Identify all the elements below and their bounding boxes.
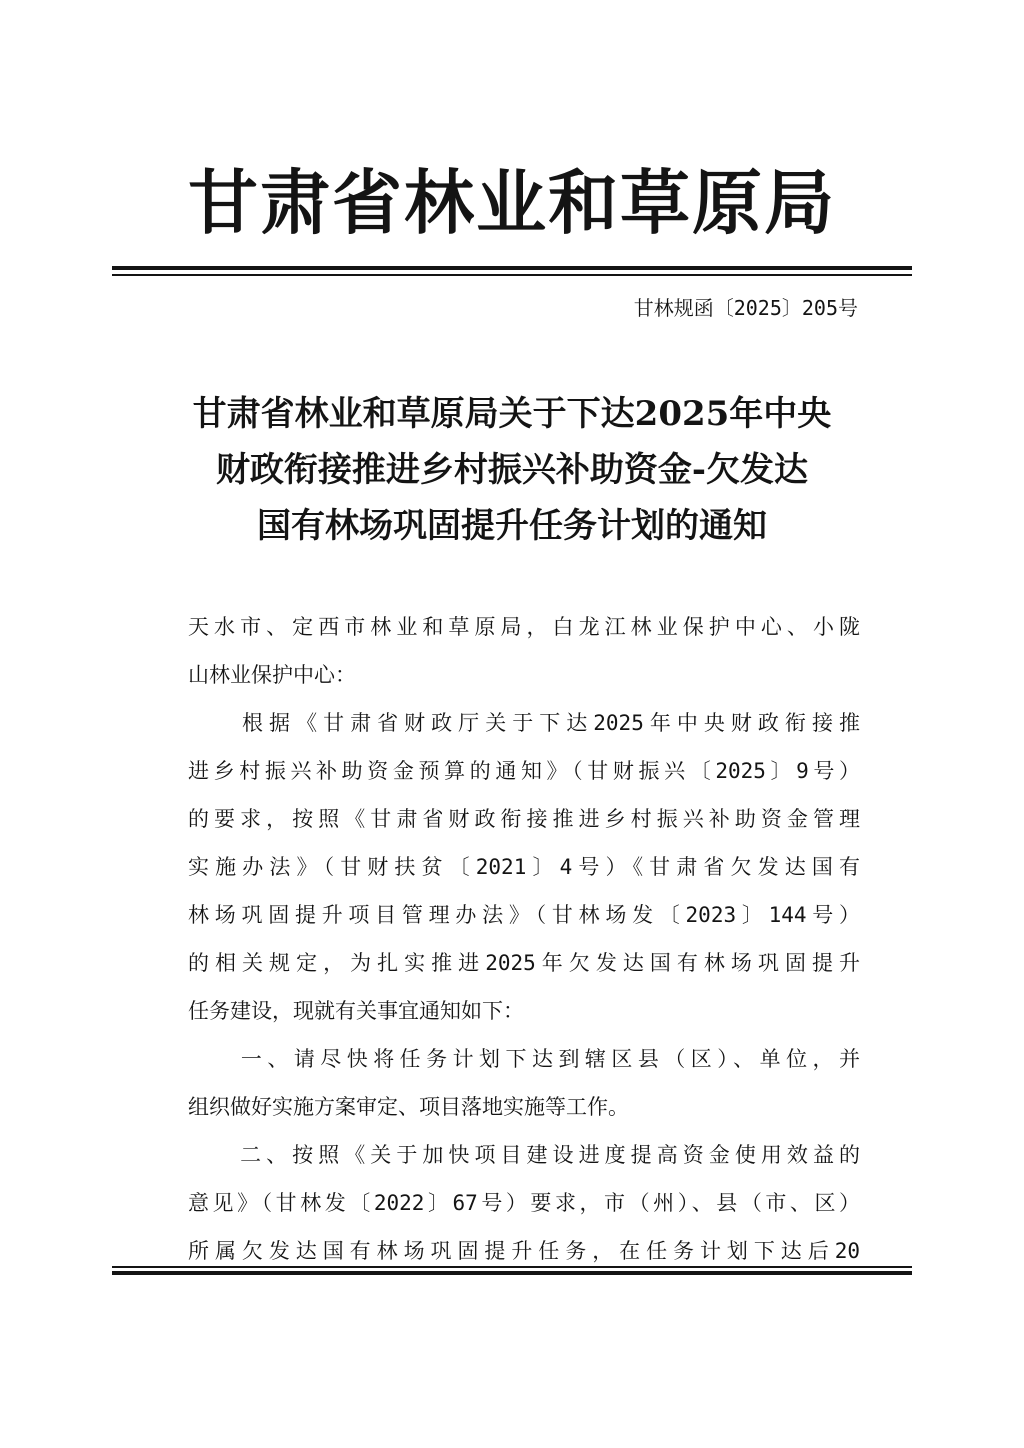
body-line: 林场巩固提升项目管理办法》（甘林场发〔2023〕144号）	[188, 903, 860, 927]
body-line: 山林业保护中心：	[188, 663, 356, 687]
header-rule-thin	[112, 274, 912, 276]
notice-body	[188, 603, 860, 1275]
notice-title	[0, 386, 1024, 554]
body-line: 天水市、定西市林业和草原局，白龙江林业保护中心、小陇	[188, 615, 860, 639]
body-line: 组织做好实施方案审定、项目落地实施等工作。	[188, 1095, 629, 1119]
body-line: 任务建设，现就有关事宜通知如下：	[188, 999, 524, 1023]
body-line: 一、请尽快将任务计划下达到辖区县（区）、单位，并	[188, 1047, 860, 1071]
body-line: 所属欠发达国有林场巩固提升任务，在任务计划下达后20	[188, 1239, 860, 1263]
notice-title-line: 财政衔接推进乡村振兴补助资金-欠发达	[215, 450, 809, 490]
body-line: 实施办法》（甘财扶贫〔2021〕4号）《甘肃省欠发达国有	[188, 855, 860, 879]
body-line: 意见》（甘林发〔2022〕67号）要求，市（州）、县（市、区）	[188, 1191, 860, 1215]
body-line: 的要求，按照《甘肃省财政衔接推进乡村振兴补助资金管理	[188, 807, 860, 831]
document-number: 甘林规函〔2025〕205号	[633, 296, 858, 320]
header-rule-thick	[112, 266, 912, 270]
body-line: 二、按照《关于加快项目建设进度提高资金使用效益的	[188, 1143, 860, 1167]
body-line: 进乡村振兴补助资金预算的通知》（甘财振兴〔2025〕9号）	[188, 759, 860, 783]
agency-title: 甘肃省林业和草原局	[188, 161, 836, 244]
body-line: 的相关规定，为扎实推进2025年欠发达国有林场巩固提升	[188, 951, 860, 975]
notice-title-line: 国有林场巩固提升任务计划的通知	[257, 506, 767, 546]
footer-rule-thick	[112, 1271, 912, 1275]
footer-rule-thin	[112, 1266, 912, 1268]
body-line: 根据《甘肃省财政厅关于下达2025年中央财政衔接推	[188, 711, 860, 735]
notice-title-line: 甘肃省林业和草原局关于下达2025年中央	[192, 394, 832, 434]
